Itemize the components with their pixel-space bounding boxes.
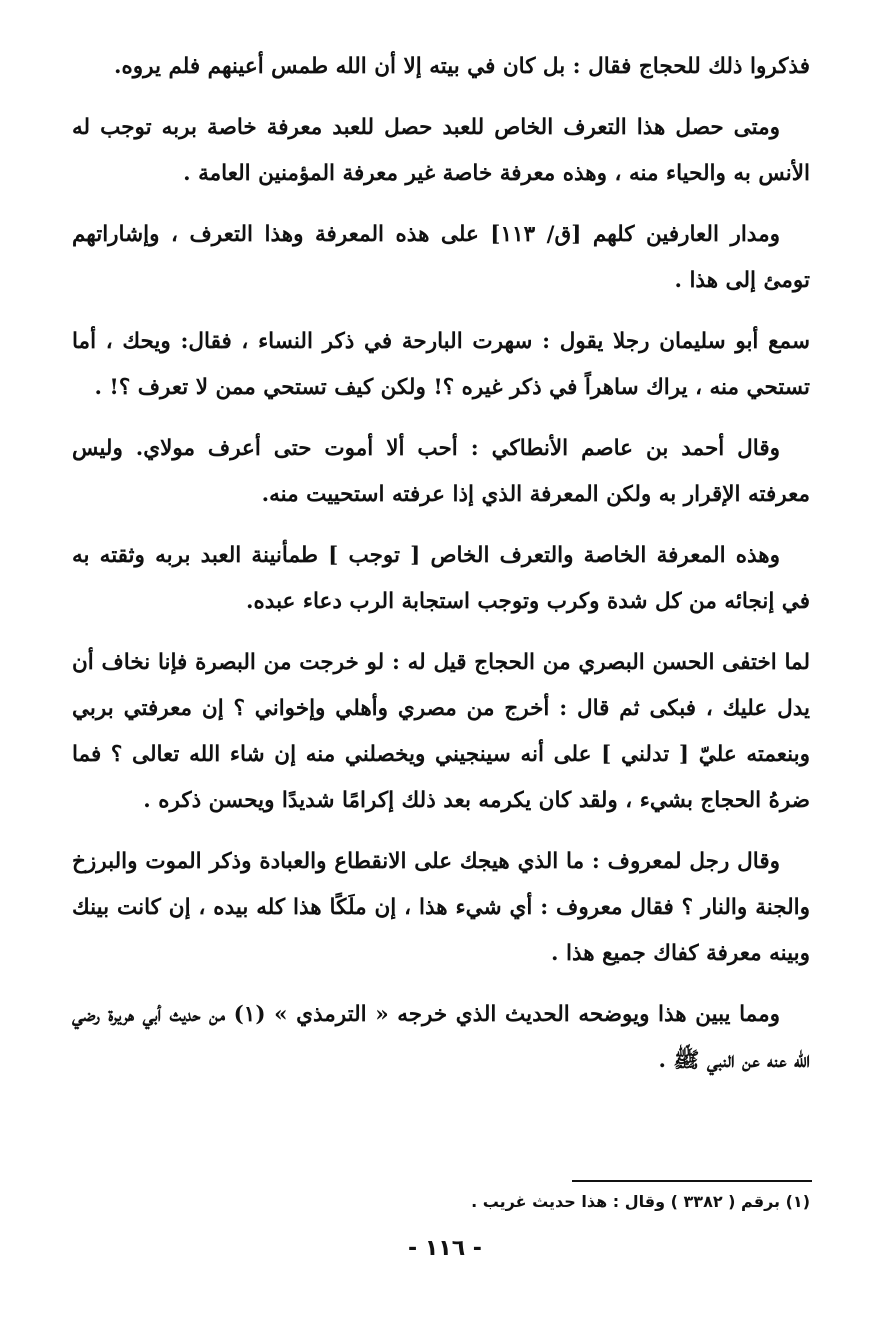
paragraph-6: وهذه المعرفة الخاصة والتعرف الخاص [ توجب ] طمأنينة العبد بربه وثقته به في إنجائه من كل شدة وكرب وتوجب استجابة الرب دعاء عبده. — [72, 543, 810, 614]
paragraph-8: وقال رجل لمعروف : ما الذي هيجك على الانقطاع والعبادة وذكر الموت والبرزخ والجنة والنار ؟ فقال معروف : أي شيء هذا ، إن ملَكًا هذا كله بيده ، إن كانت بينك وبينه معرفة كفاك جميع هذا . — [72, 849, 810, 966]
body-text — [72, 44, 810, 1099]
paragraph-2: ومتى حصل هذا التعرف الخاص للعبد حصل للعبد معرفة خاصة بربه توجب له الأنس به والحياء منه ، وهذه معرفة خاصة غير معرفة المؤمنين العامة . — [72, 115, 810, 186]
paragraph-9: ومما يبين هذا ويوضحه الحديث الذي خرجه « الترمذي » (١) من حديث أبي هريرة رضي الله عنه عن النبي ﷺ . — [72, 1002, 810, 1073]
paragraph-7: لما اختفى الحسن البصري من الحجاج قيل له : لو خرجت من البصرة فإنا نخاف أن يدل عليك ، فبكى ثم قال : أخرج من مصري وأهلي وإخواني ؟ إن معرفتي بربي وبنعمته عليّ [ تدلني ] على أنه سينجيني ويخصلني منه إن شاء الله تعالى ؟ فما ضرهُ الحجاج بشيء ، ولقد كان يكرمه بعد ذلك إكرامًا شديدًا ويحسن ذكره . — [72, 650, 810, 813]
paragraph-5: وقال أحمد بن عاصم الأنطاكي : أحب ألا أموت حتى أعرف مولاي. وليس معرفته الإقرار به ولكن المعرفة الذي إذا عرفته استحييت منه. — [72, 436, 810, 507]
page-number: - ١١٦ - — [408, 1236, 482, 1261]
paragraph-3: ومدار العارفين كلهم [ق/ ١١٣] على هذه المعرفة وهذا التعرف ، وإشاراتهم تومئ إلى هذا . — [72, 222, 810, 293]
footnote-divider — [572, 1180, 812, 1182]
paragraph-4: سمع أبو سليمان رجلا يقول : سهرت البارحة في ذكر النساء ، فقال: ويحك ، أما تستحي منه ، يراك ساهراً في ذكر غيره ؟! ولكن كيف تستحي ممن لا تعرف ؟! . — [72, 329, 810, 400]
paragraph-1: فذكروا ذلك للحجاج فقال : بل كان في بيته إلا أن الله طمس أعينهم فلم يروه. — [114, 54, 810, 79]
footnote: (١) برقم ( ٣٣٨٢ ) وقال : هذا حديث غريب . — [471, 1192, 810, 1211]
